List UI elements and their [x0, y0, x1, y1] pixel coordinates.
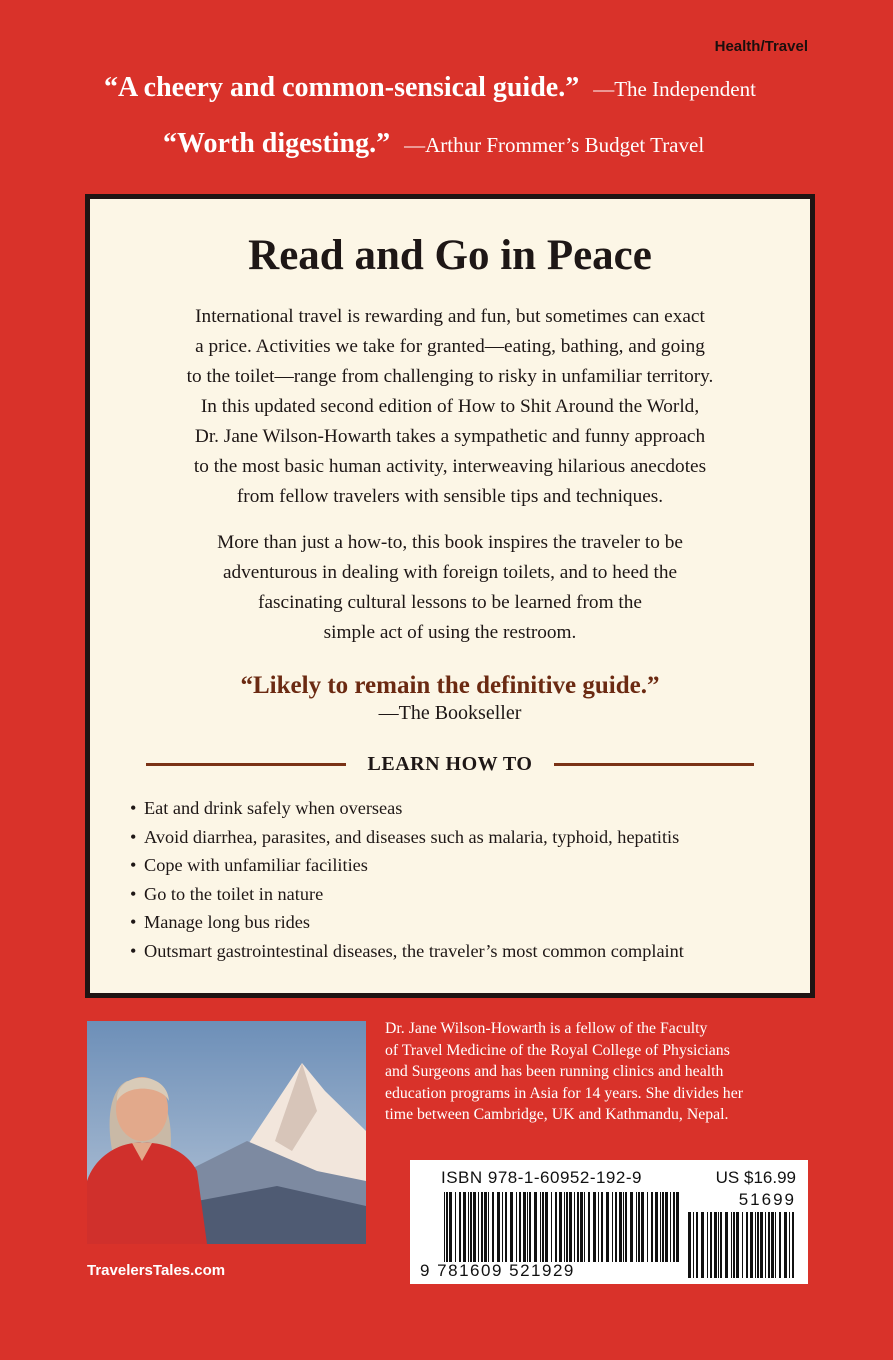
list-item-text: Outsmart gastrointestinal diseases, the traveler’s most common complaint — [144, 940, 684, 961]
left-rule — [146, 763, 346, 766]
learn-how-to-heading: LEARN HOW TO — [367, 753, 533, 775]
paragraph-2-line: More than just a how-to, this book inspires the traveler to be — [217, 532, 683, 553]
barcode-bar — [484, 1192, 487, 1262]
top-quote-1 — [104, 72, 756, 104]
barcode-bar — [574, 1192, 575, 1262]
barcode-bar — [775, 1212, 776, 1278]
barcode-bar — [444, 1192, 445, 1262]
isbn-text: ISBN 978-1-60952-192-9 — [441, 1168, 642, 1187]
barcode-bar — [701, 1212, 704, 1278]
list-item-text: Go to the toilet in nature — [144, 883, 324, 904]
barcode-bar — [615, 1192, 617, 1262]
barcode-bar — [577, 1192, 579, 1262]
barcode-bar — [623, 1192, 624, 1262]
barcode-bar — [527, 1192, 528, 1262]
list-item-text: Eat and drink safely when overseas — [144, 798, 403, 818]
author-photo — [87, 1021, 366, 1244]
barcode-bar — [714, 1212, 717, 1278]
barcode-bar — [606, 1192, 609, 1262]
barcode-bar — [555, 1192, 557, 1262]
bullet-icon: • — [130, 940, 137, 961]
list-item — [130, 937, 810, 966]
barcode-bar — [523, 1192, 526, 1262]
isbn-barcode — [442, 1192, 682, 1262]
barcode-bar — [733, 1212, 735, 1278]
barcode-bar — [481, 1192, 483, 1262]
barcode-bar — [545, 1192, 548, 1262]
top-quote-1-source: —The Independent — [593, 77, 756, 101]
barcode-bar — [497, 1192, 500, 1262]
barcode-bar — [641, 1192, 644, 1262]
barcode-digits: 9 781609 521929 — [420, 1261, 575, 1280]
barcode-box — [410, 1160, 808, 1284]
paragraph-1-line: to the toilet—range from challenging to risky in unfamiliar territory. — [186, 366, 714, 387]
bullet-icon: • — [130, 826, 137, 847]
barcode-bar — [673, 1192, 675, 1262]
barcode-bar — [502, 1192, 503, 1262]
website-link[interactable]: TravelersTales.com — [87, 1262, 226, 1279]
price-code-text: 51699 — [738, 1190, 796, 1209]
barcode-bar — [746, 1212, 748, 1278]
barcode-bar — [662, 1192, 664, 1262]
barcode-bar — [750, 1212, 753, 1278]
barcode-bar — [665, 1192, 668, 1262]
barcode-bar — [784, 1212, 787, 1278]
barcode-bar — [566, 1192, 568, 1262]
barcode-bar — [789, 1212, 790, 1278]
barcode-bar — [651, 1192, 653, 1262]
barcode-bar — [510, 1192, 513, 1262]
barcode-bar — [755, 1212, 756, 1278]
barcode-bar — [696, 1212, 698, 1278]
learn-how-to-divider — [146, 753, 754, 776]
barcode-bar — [540, 1192, 541, 1262]
bio-line: Dr. Jane Wilson-Howarth is a fellow of the Faculty — [385, 1020, 708, 1037]
learn-list — [130, 794, 810, 965]
right-rule — [554, 763, 754, 766]
bio-line: and Surgeons and has been running clinics and health — [385, 1063, 724, 1080]
barcode-bar — [647, 1192, 648, 1262]
barcode-bar — [720, 1212, 722, 1278]
barcode-bar — [455, 1192, 456, 1262]
barcode-bar — [516, 1192, 517, 1262]
barcode-bar — [478, 1192, 479, 1262]
top-quote-2-text: “Worth digesting.” — [163, 128, 391, 159]
paragraph-1-line: In this updated second edition of How to Shit Around the World, — [200, 396, 700, 417]
pull-quote-source: —The Bookseller — [378, 702, 522, 724]
barcode-bar — [529, 1192, 531, 1262]
paragraph-1-line: International travel is rewarding and fun, but sometimes can exact — [195, 306, 705, 327]
category-label: Health/Travel — [714, 38, 808, 55]
bio-line: time between Cambridge, UK and Kathmandu, Nepal. — [385, 1106, 729, 1123]
barcode-bar — [718, 1212, 719, 1278]
barcode-bar — [580, 1192, 583, 1262]
barcode-bar — [492, 1192, 494, 1262]
paragraph-2-line: adventurous in dealing with foreign toilets, and to heed the — [222, 562, 678, 583]
barcode-bar — [551, 1192, 552, 1262]
author-bio — [385, 1018, 815, 1126]
barcode-bar — [676, 1192, 679, 1262]
barcode-bar — [731, 1212, 732, 1278]
list-item — [130, 851, 810, 880]
barcode-bar — [670, 1192, 671, 1262]
barcode-bar — [505, 1192, 507, 1262]
bullet-icon: • — [130, 912, 137, 932]
barcode-bar — [757, 1212, 759, 1278]
bullet-icon: • — [130, 883, 137, 904]
paragraph-1-line: from fellow travelers with sensible tips and techniques. — [236, 486, 664, 507]
description-panel — [85, 194, 815, 998]
list-item-text: Avoid diarrhea, parasites, and diseases such as malaria, typhoid, hepatitis — [144, 826, 680, 847]
barcode-bar — [559, 1192, 562, 1262]
barcode-bar — [593, 1192, 596, 1262]
barcode-bar — [584, 1192, 585, 1262]
paragraph-1-line: to the most basic human activity, interweaving hilarious anecdotes — [193, 456, 707, 477]
bio-line: of Travel Medicine of the Royal College of Physicians — [385, 1041, 730, 1059]
bio-line: education programs in Asia for 14 years. She divides her — [385, 1084, 743, 1102]
description-paragraph-2 — [136, 528, 764, 648]
top-quote-2-source: —Arthur Frommer’s Budget Travel — [404, 133, 705, 157]
barcode-bar — [707, 1212, 708, 1278]
barcode-bar — [725, 1212, 728, 1278]
barcode-bar — [779, 1212, 781, 1278]
barcode-bar — [612, 1192, 613, 1262]
paragraph-1-line: a price. Activities we take for granted—eating, bathing, and going — [195, 336, 705, 357]
price-text: US $16.99 — [715, 1168, 796, 1187]
list-item — [130, 880, 810, 909]
barcode-bar — [564, 1192, 565, 1262]
barcode-bar — [534, 1192, 537, 1262]
barcode-bar — [688, 1212, 691, 1278]
barcode-bar — [588, 1192, 590, 1262]
barcode-bar — [636, 1192, 637, 1262]
top-quote-2 — [163, 128, 704, 160]
barcode-bar — [742, 1212, 743, 1278]
barcode-bar — [638, 1192, 640, 1262]
list-item-text: Cope with unfamiliar facilities — [144, 855, 368, 875]
list-item — [130, 794, 810, 823]
barcode-bar — [542, 1192, 544, 1262]
barcode-bar — [630, 1192, 633, 1262]
barcode-bar — [601, 1192, 603, 1262]
barcode-bar — [771, 1212, 774, 1278]
panel-title: Read and Go in Peace — [248, 232, 652, 279]
barcode-bar — [598, 1192, 599, 1262]
barcode-bar — [765, 1212, 766, 1278]
barcode-bar — [488, 1192, 489, 1262]
paragraph-2-line: fascinating cultural lessons to be learned from the — [258, 592, 642, 613]
barcode-bar — [468, 1192, 469, 1262]
barcode-bar — [569, 1192, 572, 1262]
bullet-icon: • — [130, 798, 137, 818]
author-photo-illustration — [87, 1021, 366, 1244]
barcode-bar — [463, 1192, 466, 1262]
barcode-bar — [446, 1192, 448, 1262]
list-item — [130, 823, 810, 852]
barcode-bar — [470, 1192, 472, 1262]
barcode-bar — [710, 1212, 712, 1278]
paragraph-1-line: Dr. Jane Wilson-Howarth takes a sympathetic and funny approach — [194, 426, 706, 447]
list-item — [130, 908, 810, 937]
barcode-bar — [459, 1192, 461, 1262]
bullet-icon: • — [130, 855, 137, 875]
barcode-bar — [519, 1192, 521, 1262]
barcode-bar — [693, 1212, 694, 1278]
barcode-bar — [449, 1192, 452, 1262]
barcode-bar — [768, 1212, 770, 1278]
barcode-bar — [760, 1212, 763, 1278]
barcode-bar — [660, 1192, 661, 1262]
pull-quote: “Likely to remain the definitive guide.” — [240, 672, 660, 699]
barcode-bar — [619, 1192, 622, 1262]
barcode-bar — [655, 1192, 658, 1262]
paragraph-2-line: simple act of using the restroom. — [323, 622, 577, 643]
barcode-bar — [473, 1192, 476, 1262]
barcode-bar — [792, 1212, 794, 1278]
list-item-text: Manage long bus rides — [144, 912, 311, 932]
top-quote-1-text: “A cheery and common-sensical guide.” — [104, 72, 580, 103]
price-barcode — [686, 1212, 796, 1278]
barcode-bar — [625, 1192, 627, 1262]
description-paragraph-1 — [136, 302, 764, 512]
barcode-bar — [736, 1212, 739, 1278]
